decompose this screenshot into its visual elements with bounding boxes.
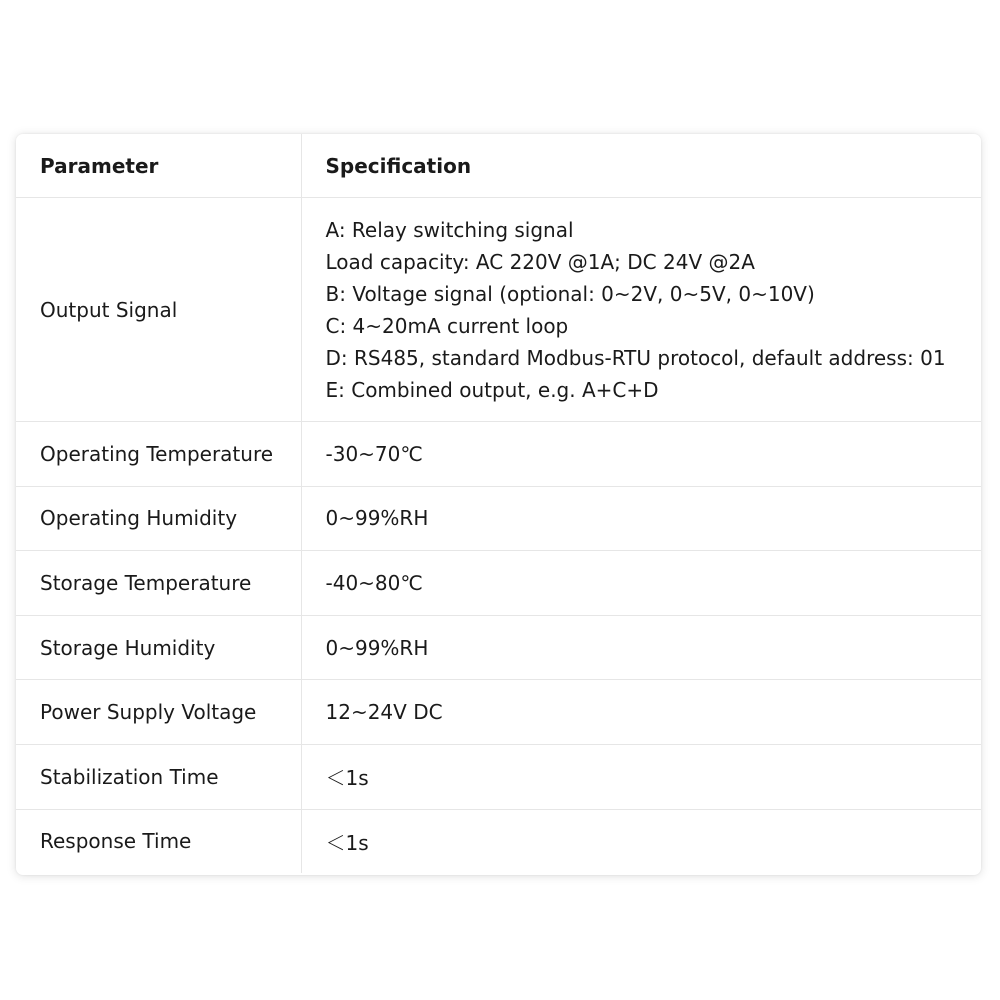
spec-line: A: Relay switching signal	[325, 218, 574, 242]
spec-line: D: RS485, standard Modbus-RTU protocol, default address: 01	[325, 346, 946, 370]
cell-parameter: Response Time	[16, 809, 301, 873]
spec-table	[16, 134, 981, 873]
spec-line: E: Combined output, e.g. A+C+D	[325, 378, 659, 402]
cell-parameter: Power Supply Voltage	[16, 680, 301, 745]
cell-specification	[301, 198, 981, 422]
spec-table-card	[16, 134, 981, 875]
cell-parameter: Storage Temperature	[16, 551, 301, 616]
cell-specification: -30~70℃	[301, 422, 981, 487]
cell-parameter: Operating Temperature	[16, 422, 301, 487]
cell-specification: ＜1s	[301, 744, 981, 809]
table-row	[16, 615, 981, 680]
cell-specification: 0~99%RH	[301, 486, 981, 551]
cell-parameter: Stabilization Time	[16, 744, 301, 809]
table-header-row	[16, 134, 981, 198]
header-specification: Specification	[301, 134, 981, 198]
cell-parameter: Output Signal	[16, 198, 301, 422]
table-row-output-signal	[16, 198, 981, 422]
header-parameter: Parameter	[16, 134, 301, 198]
cell-specification: 0~99%RH	[301, 615, 981, 680]
cell-specification: -40~80℃	[301, 551, 981, 616]
spec-line: C: 4~20mA current loop	[325, 314, 569, 338]
table-row	[16, 422, 981, 487]
cell-specification: ＜1s	[325, 830, 369, 855]
table-row	[16, 486, 981, 551]
table-row	[16, 680, 981, 745]
table-row	[16, 744, 981, 809]
cell-specification: 12~24V DC	[301, 680, 981, 745]
spec-line: B: Voltage signal (optional: 0~2V, 0~5V, 0~10V)	[325, 282, 815, 306]
cell-parameter: Storage Humidity	[16, 615, 301, 680]
table-row	[16, 551, 981, 616]
cell-parameter: Operating Humidity	[16, 486, 301, 551]
spec-line: Load capacity: AC 220V @1A; DC 24V @2A	[325, 250, 755, 274]
table-row	[16, 809, 981, 873]
